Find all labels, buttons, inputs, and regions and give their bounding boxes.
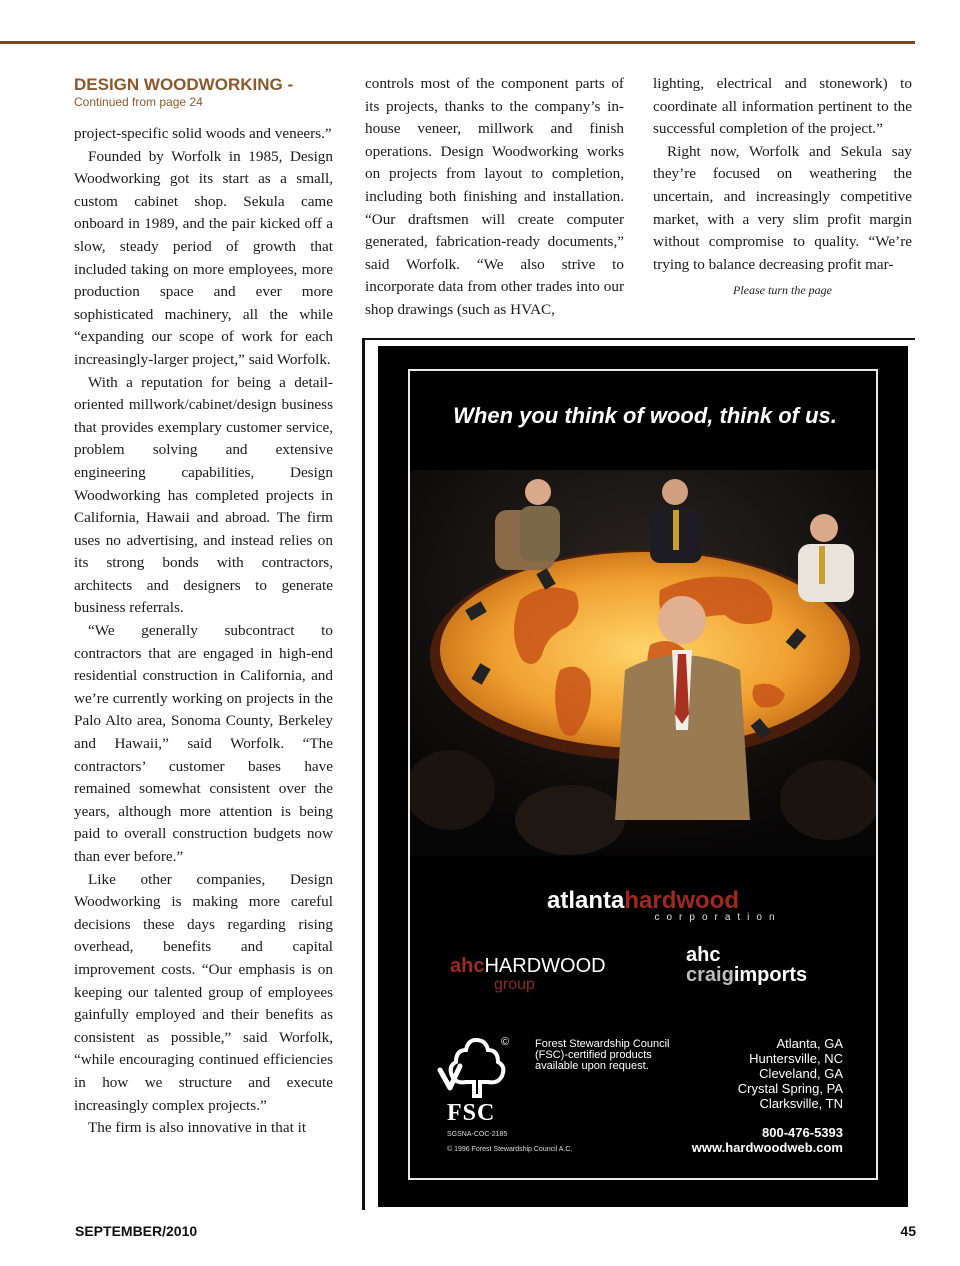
ahc-hardwood-group-logo — [450, 955, 606, 978]
atlanta-word: atlanta — [546, 887, 625, 914]
location-item: Crystal Spring, PA — [737, 1081, 843, 1096]
ahc-word: ahc — [686, 944, 721, 966]
hardwood-caps-word: HARDWOOD — [484, 955, 606, 977]
craig-word: craig — [686, 964, 734, 986]
paragraph: controls most of the component parts of its projects, thanks to the company’s in-house veneer, millwork and finish operations. Design Woodworking works on projects from layout to completion, including both finishing and installation. “Our draftsmen will create computer generated, fabrication-ready documents,” said Worfolk. “We also strive to incorporate data from other trades into our shop drawings (such as HVAC, — [365, 75, 624, 318]
paragraph: Right now, Worfolk and Sekula say they’re focused on weathering the uncertain, and increasingly competitive market, with a very slim profit margin without compromise to quality. “We’re trying to balance decreasing profit mar- — [653, 142, 912, 273]
fsc-certification-text: Forest Stewardship Council (FSC)-certified products available upon request. — [535, 1038, 670, 1072]
ad-headline: When you think of wood, think of us. — [453, 403, 837, 428]
hardwood-word: hardwood — [624, 887, 739, 914]
paragraph: lighting, electrical and stonework) to coordinate all information pertinent to the successful completion of the project.” — [653, 75, 912, 138]
article-column-1 — [74, 73, 333, 1140]
fsc-code: SGSNA-COC-2185 — [447, 1131, 508, 1138]
ahc-craig-imports-logo — [686, 945, 807, 985]
article-column-3 — [653, 73, 912, 302]
atlanta-hardwood-logo — [410, 887, 876, 915]
paragraph: With a reputation for being a detail-oriented millwork/cabinet/design business that provides exemplary customer service, problem solving and extensive engineering capabilities, Design Woodworking has completed projects in California, Hawaii and abroad. The firm uses no advertising, and instead relies on its strong bonds with contractors, architects and designers to generate business referrals. — [74, 373, 333, 617]
locations-list — [700, 1036, 843, 1111]
article-column-2 — [365, 73, 624, 322]
ad-website: www.hardwoodweb.com — [691, 1140, 843, 1155]
turn-page-note: Please turn the page — [733, 283, 832, 298]
issue-date: SEPTEMBER/2010 — [75, 1223, 198, 1239]
paragraph: The firm is also innovative in that it — [88, 1119, 307, 1137]
ad-border-left — [362, 338, 365, 1210]
group-word: group — [494, 976, 535, 993]
location-item: Clarksville, TN — [759, 1096, 843, 1111]
fsc-copyright-mark: © — [501, 1036, 510, 1048]
location-item: Cleveland, GA — [759, 1066, 843, 1081]
paragraph: Like other companies, Design Woodworking is making more careful decisions these days regarding rising overhead, benefits and capital improvement costs. “Our emphasis is on keeping our talented group of employees gainfully employed and their benefits as consistent as possible,” said Worfolk, “while encouraging continued efficiencies in how we structure and execute increasingly complex projects.” — [74, 870, 333, 1114]
ad-border-top — [362, 338, 915, 340]
continued-from-note: Continued from page 24 — [74, 95, 203, 109]
top-rule — [0, 41, 915, 44]
boardroom-photo-illustration — [410, 470, 876, 856]
ad-photo-boardroom — [410, 470, 876, 856]
paragraph: “We generally subcontract to contractors that are engaged in high-end residential construction in California, and we’re currently working on projects in the Palo Alto area, Sonoma County, Berkeley and Hawaii,” said Worfolk. “The contractors’ customer bases have remained somewhat consistent over the years, although more attention is being paid to overall construction budgets now than ever before.” — [74, 622, 333, 865]
ahc-word: ahc — [450, 955, 485, 977]
imports-word: imports — [733, 964, 808, 986]
fsc-label: FSC — [447, 1100, 496, 1126]
corporation-subtitle: corporation — [654, 912, 782, 923]
page-number: 45 — [900, 1223, 916, 1239]
location-item: Huntersville, NC — [749, 1051, 843, 1066]
paragraph: project-specific solid woods and veneers.” — [74, 125, 332, 142]
location-item: Atlanta, GA — [776, 1036, 843, 1051]
paragraph: Founded by Worfolk in 1985, Design Woodworking got its start as a small, custom cabinet shop. Sekula came onboard in 1989, and the pair kicked off a slow, steady period of growth that included taking on more employees, more production space and ever more sophisticated machinery, all the while “expanding our scope of work for each increasingly-larger project,” said Worfolk. — [74, 147, 333, 368]
fsc-copyright: © 1996 Forest Stewardship Council A.C. — [447, 1146, 573, 1153]
ad-phone: 800-476-5393 — [762, 1125, 843, 1140]
section-kicker: DESIGN WOODWORKING - — [74, 75, 294, 94]
